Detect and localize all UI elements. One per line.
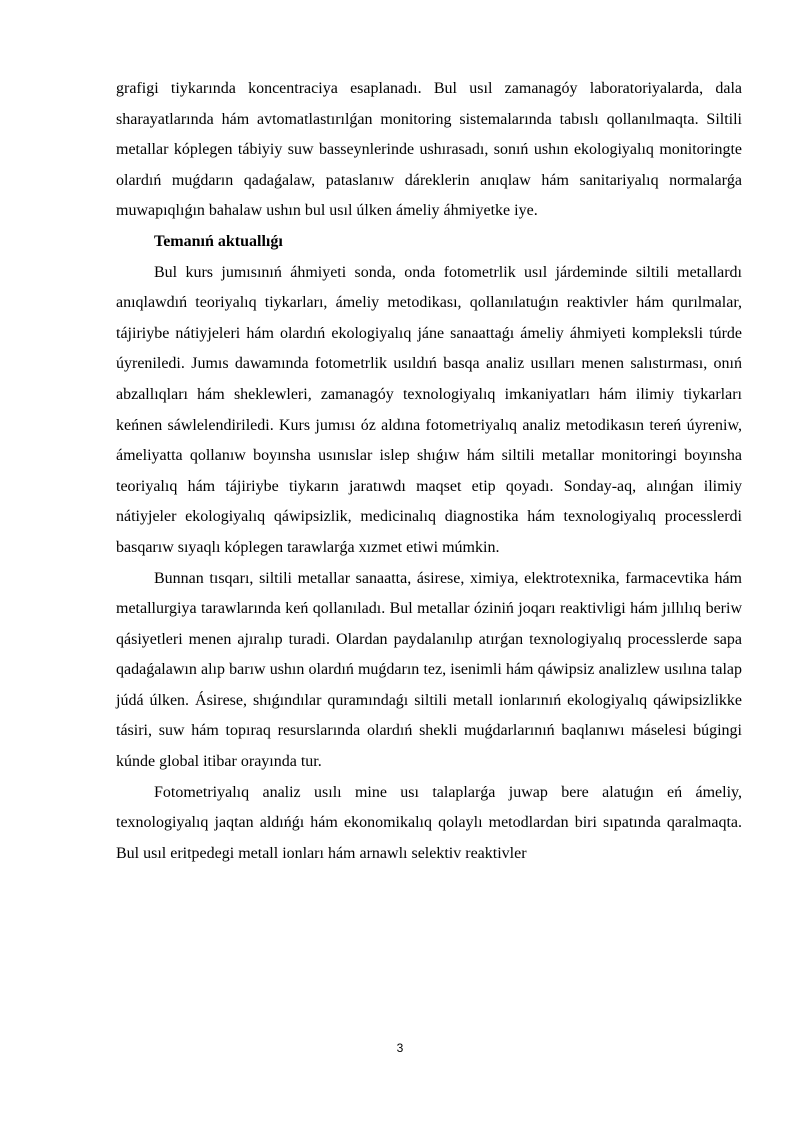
page-number: 3 xyxy=(396,1041,404,1055)
paragraph-industrial-use: Bunnan tısqarı, siltili metallar sanaatta, ásirese, ximiya, elektrotexnika, farmacevtika hám metallurgiya tarawlarında keń qollanıladı. Bul metallar óziniń joqarı reaktivligi hám jıllılıq beriw qásiyetleri menen ajıralıp turadi. Olardan paydalanılıp atırǵan texnologiyalıq processlerde sapa qadaǵalawın alıp barıw ushın olardıń muǵdarın tez, isenimli hám qáwipsiz analizlew usılına talap júdá úlken. Ásirese, shıǵındılar quramındaǵı siltili metall ionlarınıń ekologiyalıq qáwipsizlikke tásiri, suw hám topıraq resurslarında olardıń shekli muǵdarlarınıń baqlanıwı máselesi búgingi kúnde global itibar orayında tur. xyxy=(116,569,742,771)
section-heading: Temanıń aktuallıǵı xyxy=(154,232,283,250)
paragraph-photometric-method: Fotometriyalıq analiz usılı mine usı talaplarǵa juwap bere alatuǵın eń ámeliy, texnologiyalıq jaqtan aldıńǵı hám ekonomikalıq qolaylı metodlardan biri sıpatında qaralmaqta. Bul usıl eritpedegi metall ionları hám arnawlı selektiv reaktivler xyxy=(116,783,742,862)
document-page xyxy=(116,74,742,869)
paragraph-course-importance: Bul kurs jumısınıń áhmiyeti sonda, onda fotometrlik usıl járdeminde siltili metallardı anıqlawdıń teoriyalıq tiykarları, ámeliy metodikası, qollanılatuǵın reaktivler hám qurılmalar, tájiriybe nátiyjeleri hám olardıń ekologiyalıq jáne sanaattaǵı ámeliy áhmiyeti kompleksli túrde úyreniledi. Jumıs dawamında fotometrlik usıldıń basqa analiz usılları menen salıstırması, onıń abzallıqları hám sheklewleri, zamanagóy texnologiyalıq imkaniyatları hám ilimiy tiykarları keńnen sáwlelendiriledi. Kurs jumısı óz aldına fotometriyalıq analiz metodikasın tereń úyreniw, ámeliyatta qollanıw boyınsha usınıslar islep shıǵıw hám siltili metallar monitoringi boyınsha teoriyalıq hám tájiriybe tiykarın jaratıwdı maqset etip qoyadı. Sonday-aq, alınǵan ilimiy nátiyjeler ekologiyalıq qáwipsizlik, medicinalıq diagnostika hám texnologiyalıq processlerdi basqarıw sıyaqlı kóplegen tarawlarǵa xızmet etiwi múmkin. xyxy=(116,263,742,556)
paragraph-intro-continuation: grafigi tiykarında koncentraciya esaplanadı. Bul usıl zamanagóy laboratoriyalarda, dala sharayatlarında hám avtomatlastırılǵan monitoring sistemalarında tabıslı qollanılmaqta. Siltili metallar kóplegen tábiyiy suw basseynlerinde ushırasadı, sonıń ushın ekologiyalıq monitoringte olardıń muǵdarın qadaǵalaw, pataslanıw dáreklerin anıqlaw hám sanitariyalıq normalarǵa muwapıqlıǵın bahalaw ushın bul usıl úlken ámeliy áhmiyetke iye. xyxy=(116,80,742,220)
